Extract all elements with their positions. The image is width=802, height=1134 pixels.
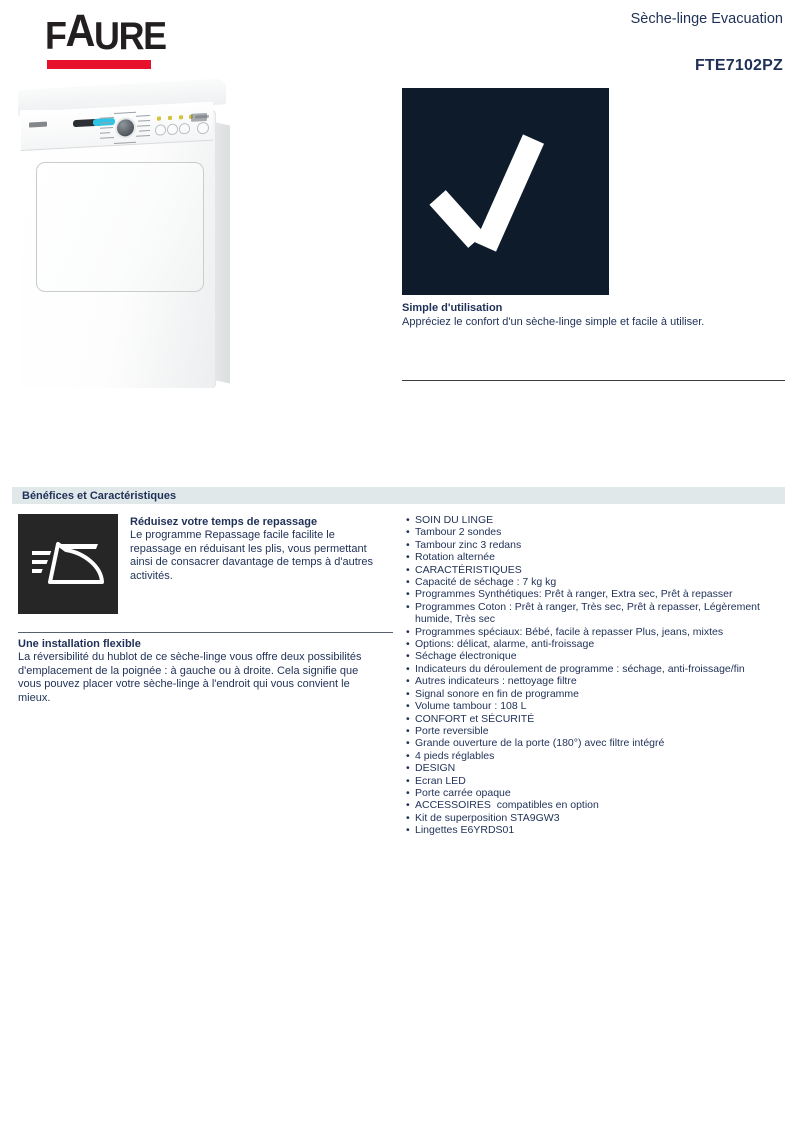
benefit-text-ironing	[130, 514, 388, 583]
dryer-door[interactable]	[36, 162, 204, 292]
faure-logo	[45, 5, 166, 58]
spec-list-item: • Tambour 2 sondes	[406, 526, 786, 538]
start-button[interactable]	[197, 122, 209, 135]
option-buttons[interactable]	[155, 123, 193, 135]
benefit-description: La réversibilité du hublot de ce sèche-linge vous offre deux possibilités d'emplacement de la poignée : à gauche ou à droite. Cela signifie que vous pouvez placer votre sèche-linge à l'endroit qui vous convient le mieux.	[18, 651, 362, 704]
feature-highlight	[402, 88, 785, 329]
panel-model-logo	[191, 113, 207, 122]
product-image	[14, 88, 252, 394]
benefit-item-ironing	[18, 514, 393, 614]
benefit-title: Réduisez votre temps de repassage	[130, 516, 318, 528]
checkmark-long-stroke	[475, 134, 544, 251]
spec-list-item: • DESIGN	[406, 762, 786, 774]
spec-list-item: • Signal sonore en fin de programme	[406, 688, 786, 700]
logo-wordmark	[45, 5, 166, 58]
spec-list-item: • Porte reversible	[406, 725, 786, 737]
benefit-item-installation	[18, 637, 393, 705]
spec-list-item: • Programmes Coton : Prêt à ranger, Très sec, Prêt à repasser, Légèrement humide, Très sec	[406, 601, 786, 626]
benefits-column	[18, 514, 393, 614]
section-banner-title: Bénéfices et Caractéristiques	[22, 490, 177, 502]
iron-glyph	[32, 538, 104, 590]
product-type-label: Sèche-linge Evacuation	[630, 11, 783, 27]
spec-list-item: • Séchage électronique	[406, 650, 786, 662]
spec-list-item: • Programmes Synthétiques: Prêt à ranger, Extra sec, Prêt à repasser	[406, 588, 786, 600]
spec-list-item: • Tambour zinc 3 redans	[406, 539, 786, 551]
spec-list-item: • ACCESSOIRES compatibles en option	[406, 799, 786, 811]
feature-divider	[402, 380, 785, 381]
spec-list-item: • Autres indicateurs : nettoyage filtre	[406, 675, 786, 687]
spec-list-item: • Grande ouverture de la porte (180°) avec filtre intégré	[406, 737, 786, 749]
spec-list-item: • Porte carrée opaque	[406, 787, 786, 799]
panel-brand-mark	[29, 122, 47, 128]
iron-icon	[18, 514, 118, 614]
logo-letter-f: F	[45, 15, 66, 58]
logo-red-bar	[47, 60, 151, 69]
spec-list-item: • Capacité de séchage : 7 kg kg	[406, 576, 786, 588]
page-header	[0, 0, 802, 86]
spec-list-item: • Lingettes E6YRDS01	[406, 824, 786, 836]
benefit-description: Le programme Repassage facile facilite le repassage en réduisant les plis, vous permettant ainsi de consacrer davantage de temps à d'autres activités.	[130, 529, 374, 582]
tumble-dryer-illustration	[18, 90, 230, 390]
specifications-list	[406, 514, 786, 837]
checkmark-icon	[402, 88, 609, 295]
spec-list-item: • Rotation alternée	[406, 551, 786, 563]
benefit-title: Une installation flexible	[18, 638, 141, 650]
product-model-number: FTE7102PZ	[694, 57, 783, 74]
spec-list-item: • 4 pieds réglables	[406, 750, 786, 762]
feature-description: Appréciez le confort d'un sèche-linge simple et facile à utiliser.	[402, 316, 705, 328]
logo-letter-a: A	[65, 5, 95, 56]
feature-title: Simple d'utilisation	[402, 302, 503, 314]
indicator-lights	[157, 115, 193, 122]
spec-list-item: • Options: délicat, alarme, anti-froissage	[406, 638, 786, 650]
spec-list-item: • CONFORT et SÉCURITÉ	[406, 713, 786, 725]
logo-letters-ure: URE	[94, 15, 166, 58]
spec-list-item: • Programmes spéciaux: Bébé, facile à repasser Plus, jeans, mixtes	[406, 626, 786, 638]
spec-list-item: • CARACTÉRISTIQUES	[406, 564, 786, 576]
spec-list-item: • Volume tambour : 108 L	[406, 700, 786, 712]
benefit-divider	[18, 632, 393, 633]
section-banner	[12, 487, 785, 504]
spec-list-item: • Kit de superposition STA9GW3	[406, 812, 786, 824]
checkmark-glyph	[440, 132, 564, 252]
spec-list-item: • SOIN DU LINGE	[406, 514, 786, 526]
spec-list-item: • Ecran LED	[406, 775, 786, 787]
spec-list-item: • Indicateurs du déroulement de programme : séchage, anti-froissage/fin	[406, 663, 786, 675]
